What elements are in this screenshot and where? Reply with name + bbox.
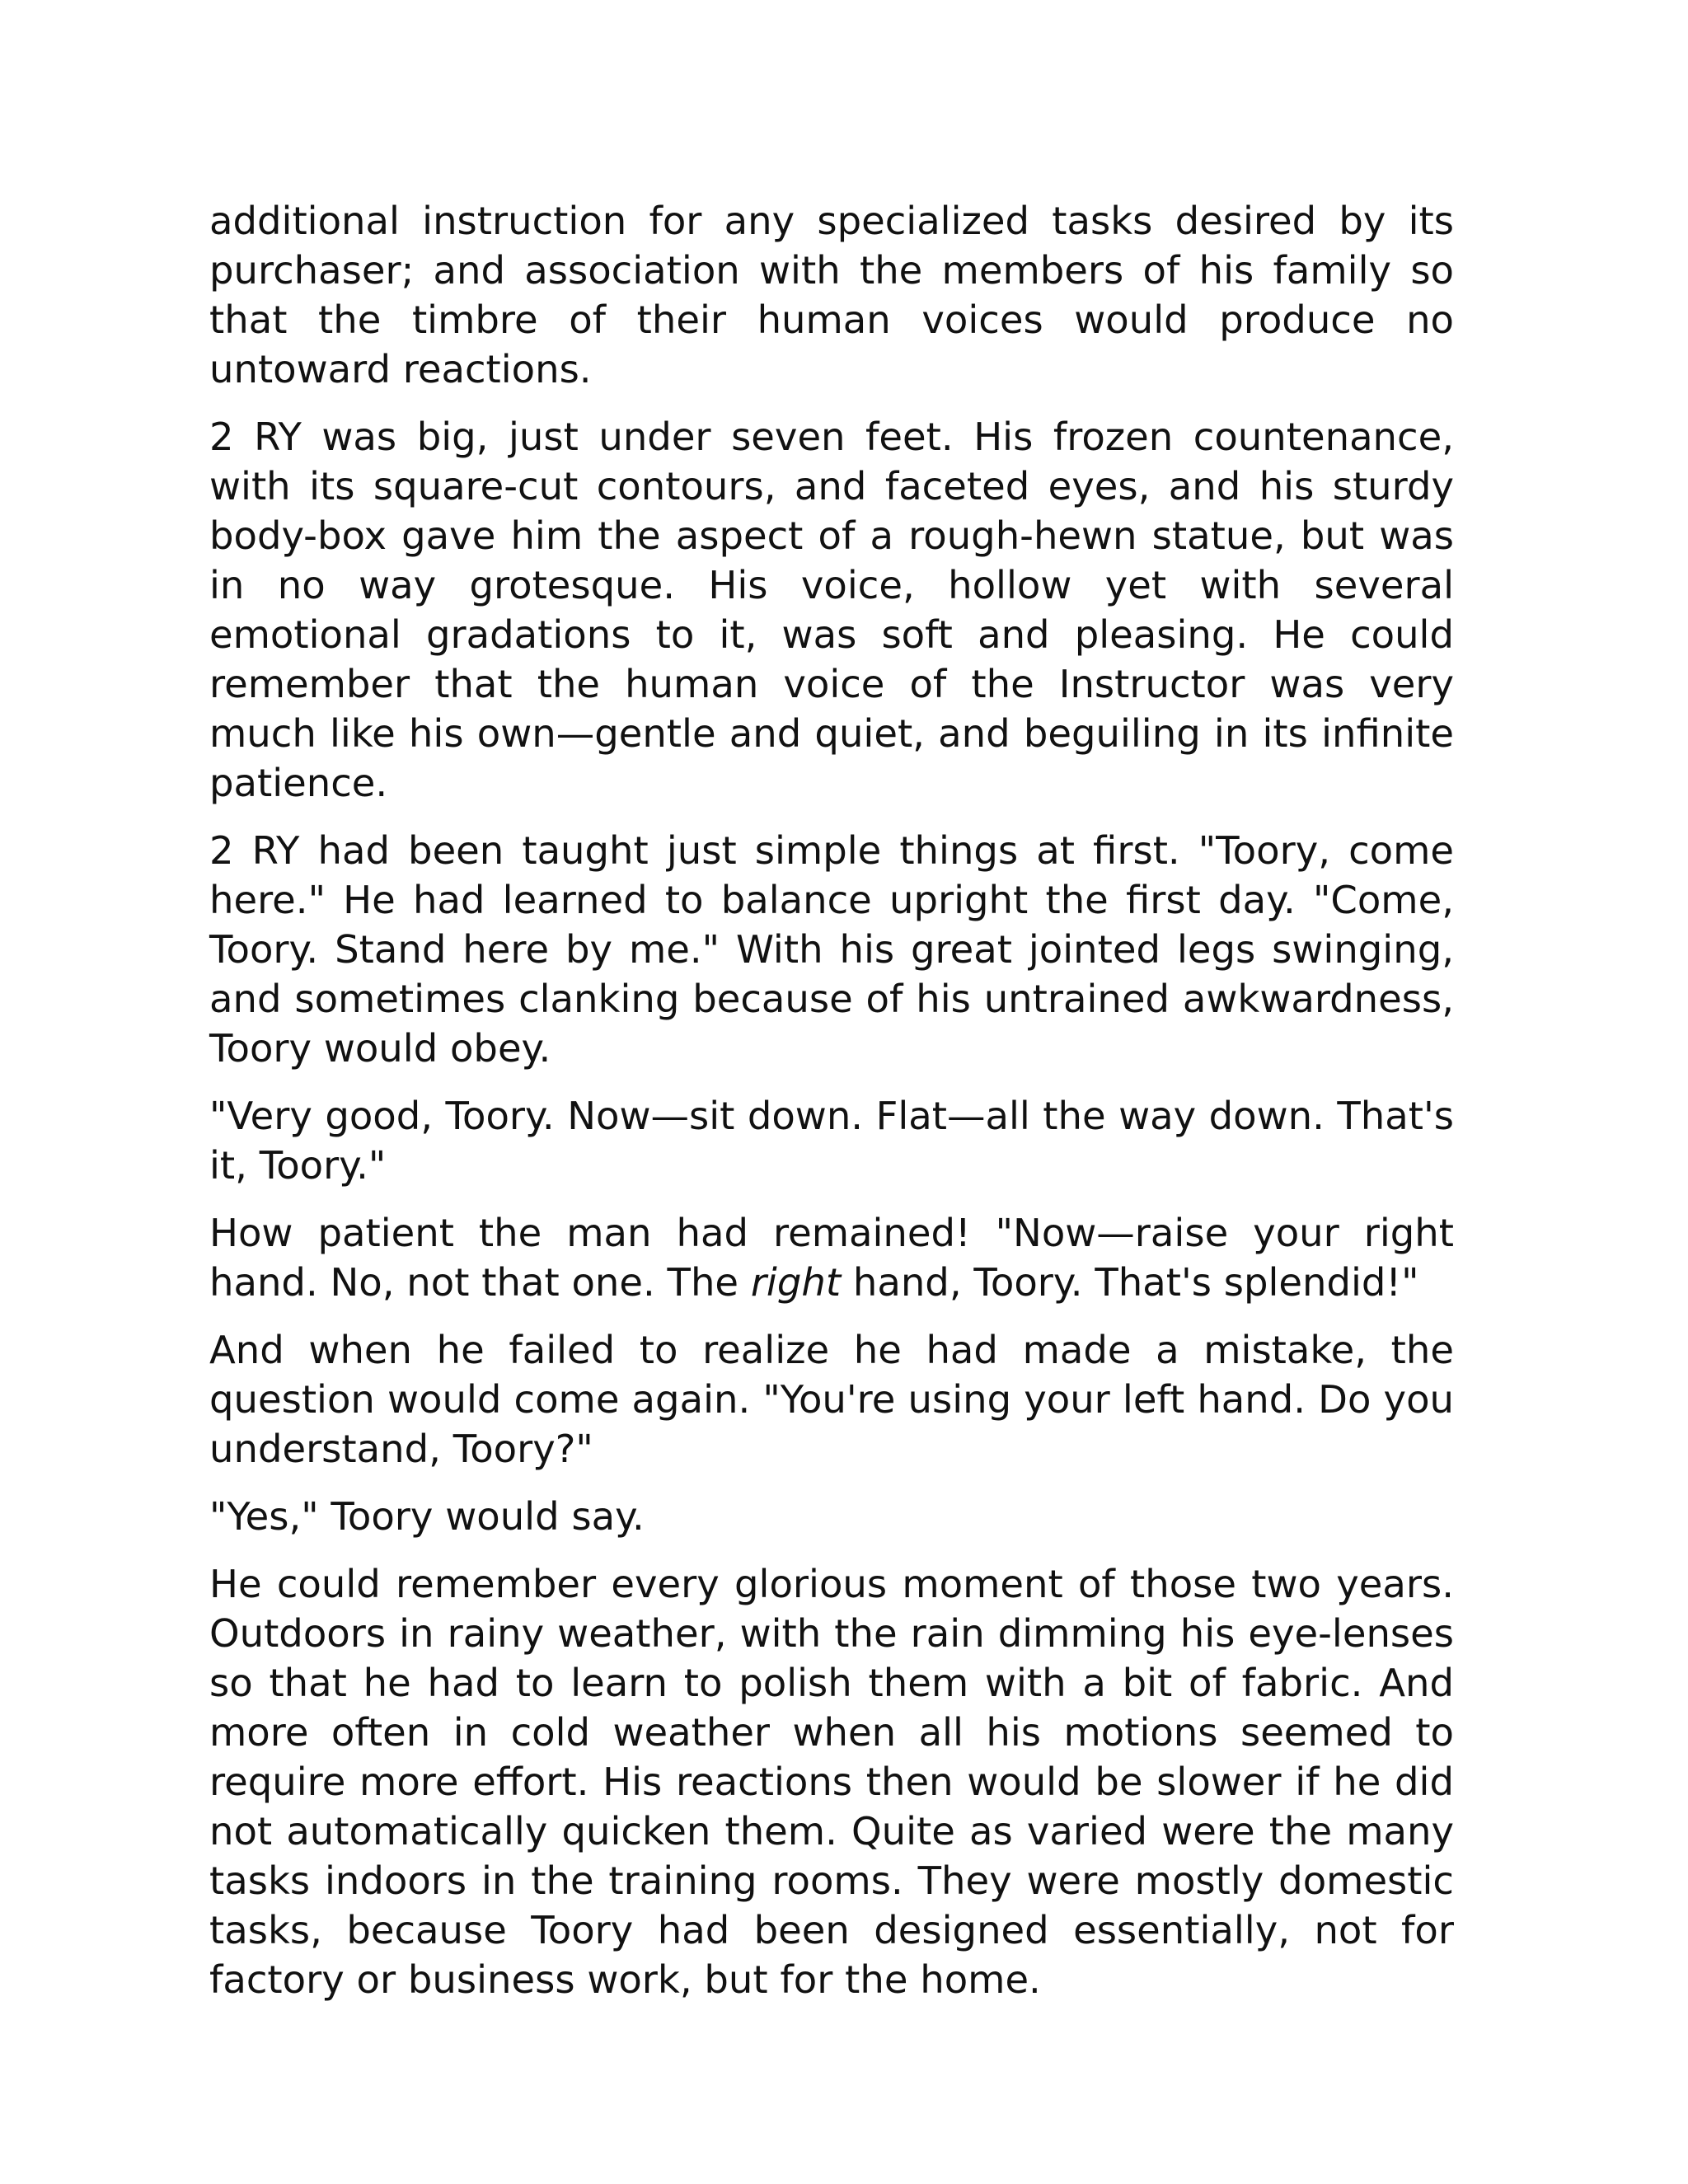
paragraph-2: 2 RY was big, just under seven feet. His frozen countenance, with its square-cut contours, and faceted eyes, and his sturdy body-box gave him the aspect of a rough-hewn statue, but was in no way grotesque. His voice, hollow yet with several emotional gradations to it, was soft and pleasing. He could remember that the human voice of the Instructor was very much like his own—gentle and quiet, and beguiling in its infinite patience. (209, 415, 1454, 805)
paragraph-5-after: hand, Toory. That's splendid!" (841, 1260, 1419, 1305)
body-text (209, 196, 1454, 2022)
paragraph-6: And when he failed to realize he had made a mistake, the question would come again. "You're using your left hand. Do you understand, Toory?" (209, 1328, 1454, 1471)
paragraph-5-emphasis: right (750, 1260, 842, 1305)
paragraph-5 (209, 1208, 1454, 1307)
paragraph-3: 2 RY had been taught just simple things at first. "Toory, come here." He had learned to balance upright the first day. "Come, Toory. Stand here by me." With his great jointed legs swinging, and sometimes clanking because of his untrained awkwardness, Toory would obey. (209, 828, 1454, 1071)
paragraph-8: He could remember every glorious moment of those two years. Outdoors in rainy weather, with the rain dimming his eye-lenses so that he had to learn to polish them with a bit of fabric. And more often in cold weather when all his motions seemed to require more effort. His reactions then would be slower if he did not automatically quicken them. Quite as varied were the many tasks indoors in the training rooms. They were mostly domestic tasks, because Toory had been designed essentially, not for factory or business work, but for the home. (209, 1562, 1454, 2002)
paragraph-5-before: How patient the man had remained! "Now—raise your right hand. No, not that one. The (209, 1211, 1454, 1305)
paragraph-4: "Very good, Toory. Now—sit down. Flat—all the way down. That's it, Toory." (209, 1094, 1454, 1188)
paragraph-1: additional instruction for any specialized tasks desired by its purchaser; and association with the members of his family so that the timbre of their human voices would produce no untoward reactions. (209, 199, 1454, 391)
paragraph-7: "Yes," Toory would say. (209, 1494, 645, 1539)
